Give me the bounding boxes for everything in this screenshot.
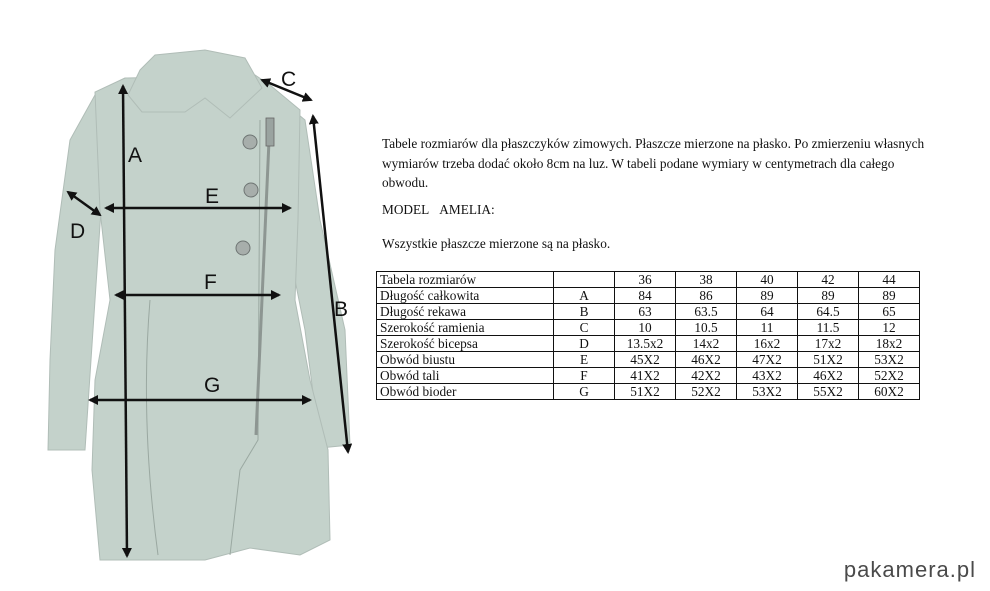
table-row — [377, 368, 920, 384]
row-value: 89 — [798, 288, 859, 304]
row-value: 11.5 — [798, 320, 859, 336]
row-value: 10 — [615, 320, 676, 336]
table-header-row — [377, 272, 920, 288]
row-label: Obwód bioder — [377, 384, 554, 400]
row-value: 84 — [615, 288, 676, 304]
table-header-letter — [554, 272, 615, 288]
table-header-label: Tabela rozmiarów — [377, 272, 554, 288]
table-row — [377, 384, 920, 400]
row-label: Szerokość ramienia — [377, 320, 554, 336]
row-value: 43X2 — [737, 368, 798, 384]
row-value: 13.5x2 — [615, 336, 676, 352]
measure-label-a: A — [128, 144, 143, 167]
row-value: 53X2 — [859, 352, 920, 368]
row-value: 18x2 — [859, 336, 920, 352]
flat-measurement-note: Wszystkie płaszcze mierzone są na płasko. — [382, 236, 611, 251]
model-name: AMELIA: — [439, 202, 495, 217]
row-value: 63.5 — [676, 304, 737, 320]
row-value: 63 — [615, 304, 676, 320]
row-letter: A — [554, 288, 615, 304]
row-value: 51X2 — [615, 384, 676, 400]
row-letter: G — [554, 384, 615, 400]
table-row — [377, 320, 920, 336]
row-value: 51X2 — [798, 352, 859, 368]
row-value: 86 — [676, 288, 737, 304]
row-value: 89 — [737, 288, 798, 304]
row-value: 12 — [859, 320, 920, 336]
measure-label-c: C — [281, 68, 297, 91]
row-value: 65 — [859, 304, 920, 320]
row-letter: E — [554, 352, 615, 368]
pakamera-watermark: pakamera.pl — [843, 557, 976, 582]
row-letter: C — [554, 320, 615, 336]
row-value: 46X2 — [676, 352, 737, 368]
coat-illustration — [0, 0, 370, 591]
size-chart-description: Tabele rozmiarów dla płaszczyków zimowych. Płaszcze mierzone na płasko. Po zmierzeniu własnych wymiarów trzeba dodać około 8cm na luz. W tabeli podane wymiary w centymetrach dla całego obwodu. — [382, 136, 925, 190]
row-value: 64.5 — [798, 304, 859, 320]
measure-label-g: G — [204, 374, 221, 397]
row-value: 53X2 — [737, 384, 798, 400]
row-value: 10.5 — [676, 320, 737, 336]
row-value: 60X2 — [859, 384, 920, 400]
coat-shape — [48, 50, 350, 560]
row-value: 16x2 — [737, 336, 798, 352]
measure-label-b: B — [334, 298, 349, 321]
table-row — [377, 352, 920, 368]
row-value: 46X2 — [798, 368, 859, 384]
row-value: 17x2 — [798, 336, 859, 352]
table-row — [377, 304, 920, 320]
row-label: Długość całkowita — [377, 288, 554, 304]
model-label: MODEL — [382, 202, 430, 217]
row-value: 41X2 — [615, 368, 676, 384]
row-value: 64 — [737, 304, 798, 320]
model-line — [382, 202, 495, 218]
row-value: 55X2 — [798, 384, 859, 400]
row-letter: B — [554, 304, 615, 320]
table-header-size: 44 — [859, 272, 920, 288]
size-table — [376, 271, 920, 400]
row-letter: D — [554, 336, 615, 352]
row-label: Długość rekawa — [377, 304, 554, 320]
row-label: Obwód tali — [377, 368, 554, 384]
row-value: 52X2 — [859, 368, 920, 384]
table-row — [377, 288, 920, 304]
measure-label-d: D — [70, 220, 86, 243]
row-value: 47X2 — [737, 352, 798, 368]
row-label: Obwód biustu — [377, 352, 554, 368]
row-letter: F — [554, 368, 615, 384]
table-header-size: 42 — [798, 272, 859, 288]
row-value: 89 — [859, 288, 920, 304]
row-value: 11 — [737, 320, 798, 336]
row-value: 42X2 — [676, 368, 737, 384]
row-value: 52X2 — [676, 384, 737, 400]
row-value: 14x2 — [676, 336, 737, 352]
table-header-size: 38 — [676, 272, 737, 288]
table-header-size: 40 — [737, 272, 798, 288]
table-row — [377, 336, 920, 352]
row-label: Szerokość bicepsa — [377, 336, 554, 352]
measure-label-f: F — [204, 271, 217, 294]
table-header-size: 36 — [615, 272, 676, 288]
row-value: 45X2 — [615, 352, 676, 368]
measure-label-e: E — [205, 185, 220, 208]
